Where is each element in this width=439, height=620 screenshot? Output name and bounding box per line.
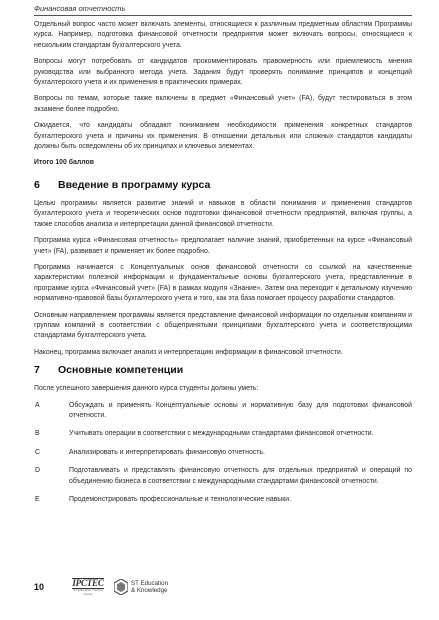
section-heading-6 [34,179,412,191]
st-education-logo [114,579,168,595]
section-title: Введение в программу курса [58,178,211,191]
section-intro: После успешного завершения данного курса студенты должны уметь: [34,385,259,393]
intro-paragraph: Вопросы по темам, которые также включены в предмет «Финансовый учет» (FA), будут тестироваться в этом экзамене более подробно. [34,95,412,113]
section-title: Основные компетенции [58,364,184,377]
section-number: 7 [34,364,40,377]
item-letter: A [35,401,40,409]
section-paragraph: Программа начинается с Концептуальных основ финансовой отчетности со ссылкой на качественные характеристики полезной информации и фундаментальные основы бухгалтерского учета, представленные в программе курса «Финансовый учет» (FA) в рамках модуля «Знание». Затем она переходит к детальному изучению нормативно-правовой базы бухгалтерского учета и того, как эта база помогает процессу разработки стандартов. [34,263,412,303]
item-letter: E [35,496,40,503]
list-item [34,448,412,458]
section-paragraph: Основным направлением программы является представление финансовой информации по отдельным компаниям и группам компаний в соответствии с общепринятыми принципами бухгалтерского учета и соответствующими стандартами бухгалтерского учета. [34,311,412,340]
item-letter: C [35,448,40,456]
item-text: Учитывать операции в соответствии с международными стандартами финансовой отчетности. [69,430,374,438]
section-heading-7 [34,364,412,376]
page-content [34,20,412,513]
item-text: Подготавливать и представлять финансовую отчетность для отдельных предприятий и операций по объединению бизнеса в соответствии с международными стандартами финансовой отчетности. [69,467,412,485]
st-logo-line: ST Education [131,580,169,587]
item-letter: D [35,467,40,475]
section-number: 6 [34,178,40,191]
list-item [34,401,412,422]
running-header: Финансовая отчетность [34,4,412,16]
st-logo-line: & Knowledge [131,587,168,594]
item-text: Анализировать и интерпретировать финансовую отчетность. [69,448,265,456]
st-logo-text [131,580,168,594]
section-paragraph: Целью программы является развитие знаний и навыков в области понимания и применения стандартов бухгалтерского учета и теоретических основ подготовки финансовой отчетности предприятий, включая группы, а также способов анализа и интерпретации данной финансовой отчетности. [34,199,412,228]
item-text: Продемонстрировать профессиональные и технологические навыки. [69,496,292,503]
item-letter: B [35,430,40,438]
list-item [34,466,412,487]
list-item [34,495,412,505]
competency-list [34,401,412,506]
page-footer [34,576,412,598]
ipctec-logo [70,578,106,596]
section-paragraph: Наконец, программа включает анализ и интерпретацию информации в финансовой отчетности. [34,348,343,356]
intro-paragraph: Отдельный вопрос часто может включать элементы, относящиеся к различным предметным областям Программы курса. Например, подготовка финансовой отчетности предприятия может включать вопросы, относящиеся к нескольким стандартам бухгалтерского учета. [34,21,412,49]
st-logo-icon [114,579,128,595]
logo-caption: ST Education Training Center [73,588,103,596]
item-text: Обсуждать и применять Концептуальные основы и нормативную базу для подготовки финансовой отчетности. [69,401,412,419]
intro-paragraph: Вопросы могут потребовать от кандидатов прокомментировать правомерность или приемлемость мнения руководства или выбранного метода учета. Задания будут проверять понимание принципов и концепций бухгалтерского учета и их применения в практических примерах. [34,58,412,87]
total-marks: Итого 100 баллов [34,159,94,167]
page-number: 10 [34,582,45,592]
list-item [34,429,412,439]
section-paragraph: Программа курса «Финансовая отчетность» предполагает наличие знаний, приобретенных на курсе «Финансовый учет» (FA), развивает и применяет их более подробно. [34,237,412,255]
logo-wordmark: IPCTEC [72,578,104,588]
intro-paragraph: Ожидается, что кандидаты обладают пониманием необходимости применения конкретных стандартов бухгалтерского учета и причины их применения. В отношении детальных или сложных стандартов кандидаты должны быть осведомлены об их принципах и ключевых элементах. [34,122,412,151]
